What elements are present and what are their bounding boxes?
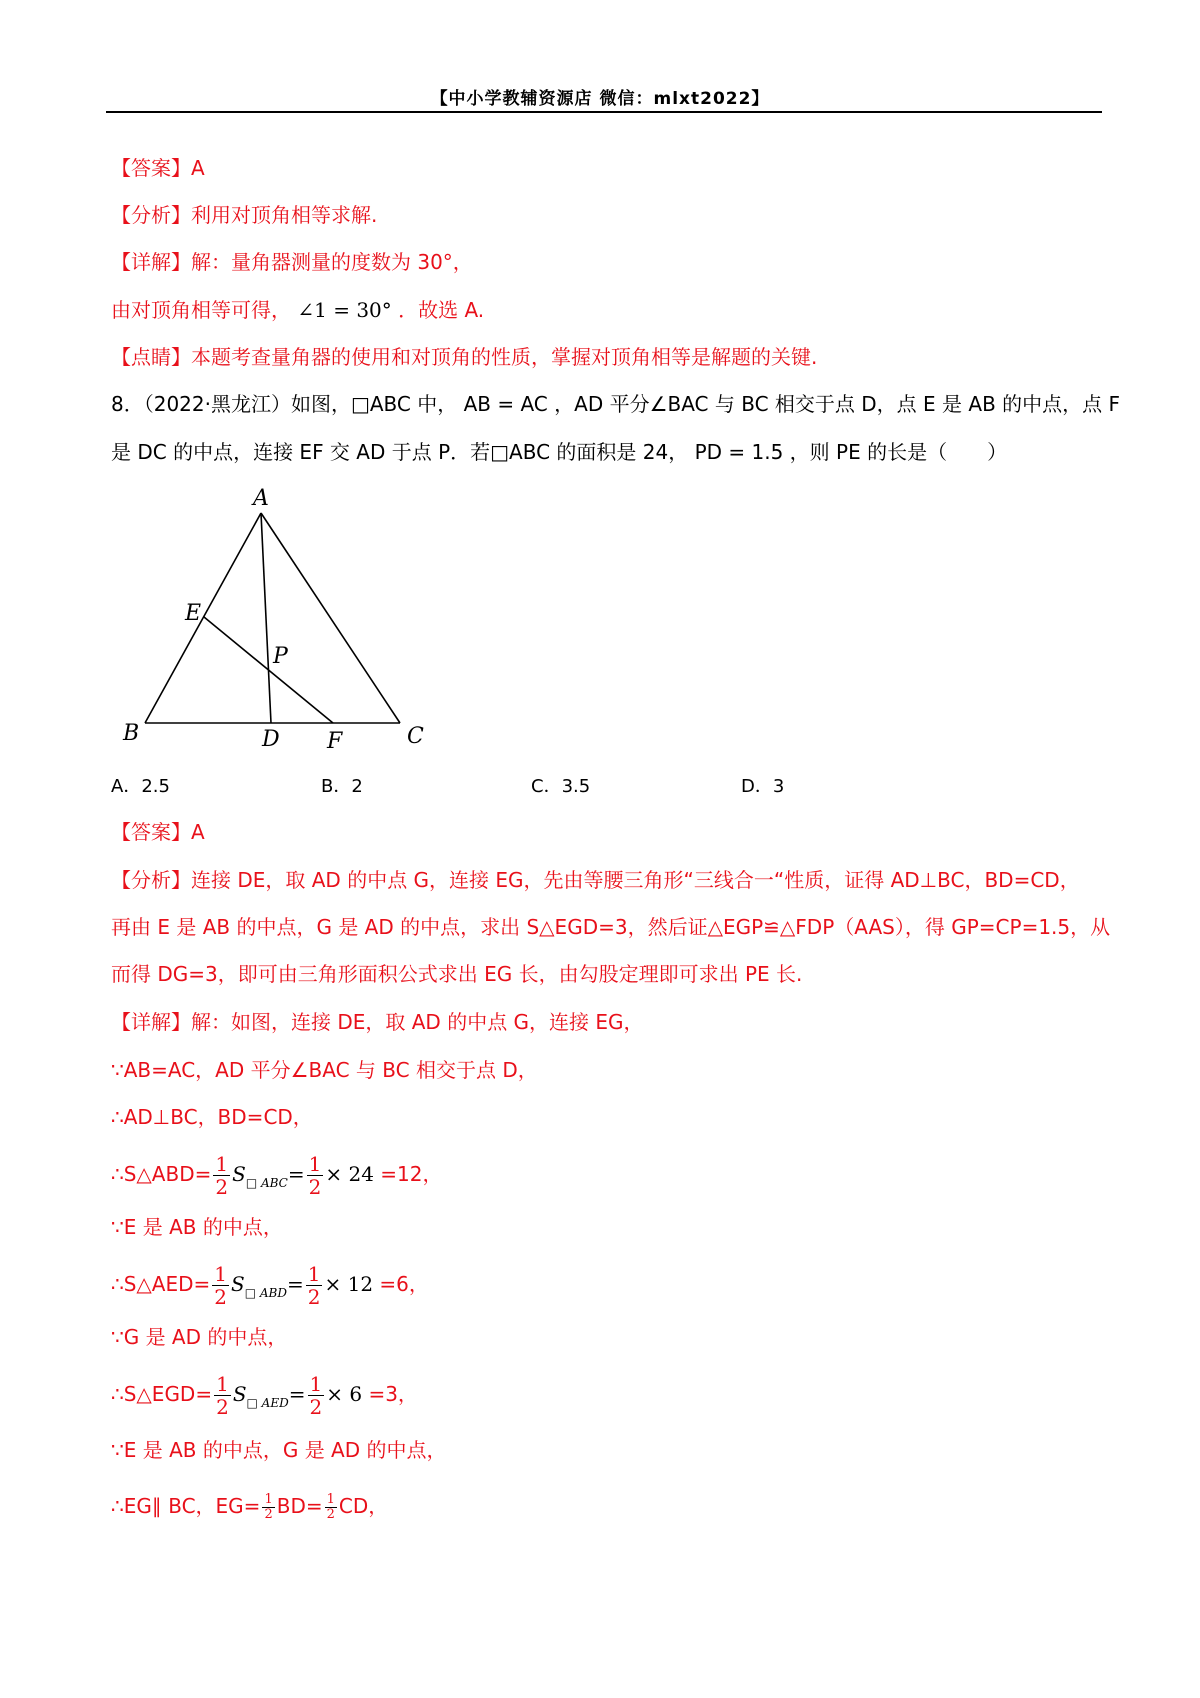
label-b: B [123,721,140,746]
comment-text: 本题考查量角器的使用和对顶角的性质，掌握对顶角相等是解题的关键. [191,345,818,369]
detail-text: 解：量角器测量的度数为 30°， [191,250,473,274]
comment-tag: 【点睛】 [111,345,191,369]
q8-stem-line1: 8．（2022·黑龙江）如图，□ABC 中， AB = AC ，AD 平分∠BAC 与 BC 相交于点 D，点 E 是 AB 的中点，点 F [111,392,1121,416]
q8-stem-line2: 是 DC 的中点，连接 EF 交 AD 于点 P．若□ABC 的面积是 24， PD = 1.5 ，则 PE 的长是（ ） [111,440,1008,464]
q8-formula-abd: ∴S△ABD= $\frac{1}{2}$ $S_{□ ABC}=$ $\frac{1}{2}$ × 24 =12， [111,1152,443,1199]
q8-analysis-2: 再由 E 是 AB 的中点，G 是 AD 的中点，求出 S△EGD=3，然后证△EGP≌△FDP（AAS），得 GP=CP=1.5，从 [111,915,1111,939]
analysis-text: 利用对顶角相等求解. [191,203,378,227]
q7-comment [111,343,817,371]
choice-b[interactable]: B．2 [321,776,363,797]
bd-text: BD= [276,1494,323,1518]
segment-ef [204,617,333,723]
page-header: 【中小学教辅资源店 微信：mlxt2022】 [430,89,770,109]
q8-detail-9: ∵E 是 AB 的中点，G 是 AD 的中点， [111,1438,447,1462]
q8-detail-5: ∵E 是 AB 的中点， [111,1215,283,1239]
q8-formula-egd: ∴S△EGD= $\frac{1}{2}$ $S_{□ AED}=$ $\frac{1}{2}$ × 6 =3， [111,1372,418,1419]
formula-lhs: ∴S△ABD= [111,1162,212,1186]
parallel-text: ∴EG∥ BC，EG= [111,1494,261,1518]
angle-expression: ∠1 = 30° [297,298,392,322]
q8-detail-1 [111,1008,644,1036]
area-subscript: □ ABC [245,1176,288,1190]
side-ab [145,513,261,723]
answer-tag: 【答案】 [111,156,191,180]
cd-text: CD， [338,1494,389,1518]
formula-result: =12， [380,1162,443,1186]
fraction-half-2: $\frac{1}{2}$ [308,1152,322,1199]
label-f: F [327,729,343,754]
formula-lhs: ∴S△EGD= [111,1382,213,1406]
q7-analysis [111,201,377,229]
side-ac [261,513,400,723]
formula-lhs: ∴S△AED= [111,1272,211,1296]
detail-tag: 【详解】 [111,250,191,274]
label-c: C [407,724,424,749]
choice-c[interactable]: C．3.5 [531,776,591,797]
q8-detail-7: ∵G 是 AD 的中点， [111,1325,288,1349]
answer-value: A [191,820,205,844]
q8-detail-10 [111,1492,388,1522]
choice-a[interactable]: A．2.5 [111,776,170,797]
analysis-text-1: 连接 DE，取 AD 的中点 G，连接 EG，先由等腰三角形“三线合一“性质，证得 AD⊥BC，BD=CD， [191,868,1080,892]
analysis-tag: 【分析】 [111,203,191,227]
q7-detail-2 [111,296,484,324]
detail2-a: 由对顶角相等可得， [111,298,291,322]
header-rule [106,111,1102,113]
segment-ad [261,513,271,723]
answer-tag: 【答案】 [111,820,191,844]
fraction-half-2: $\frac{1}{2}$ [307,1262,321,1309]
q7-answer [111,154,205,182]
q8-analysis-1 [111,866,1080,894]
formula-product: × 6 [326,1382,363,1406]
q8-formula-aed: ∴S△AED= $\frac{1}{2}$ $S_{□ ABD}=$ $\frac{1}{2}$ × 12 =6， [111,1262,429,1309]
formula-product: × 24 [325,1162,374,1186]
q8-answer [111,818,205,846]
formula-result: =6， [379,1272,429,1296]
detail-text-1: 解：如图，连接 DE，取 AD 的中点 G，连接 EG， [191,1010,644,1034]
area-subscript: □ ABD [244,1286,287,1300]
analysis-tag: 【分析】 [111,868,191,892]
area-subscript: □ AED [246,1396,289,1410]
detail2-b: ．故选 A. [398,298,485,322]
fraction-half-small: $\frac{1}{2}$ [264,1492,273,1522]
label-e: E [185,601,202,626]
q7-detail [111,248,473,276]
fraction-half: $\frac{1}{2}$ [215,1152,229,1199]
fraction-half: $\frac{1}{2}$ [214,1262,228,1309]
fraction-half: $\frac{1}{2}$ [216,1372,229,1419]
label-a: A [253,486,269,511]
label-d: D [262,727,280,752]
fraction-half-2: $\frac{1}{2}$ [309,1372,323,1419]
q8-analysis-3: 而得 DG=3，即可由三角形面积公式求出 EG 长，由勾股定理即可求出 PE 长. [111,962,803,986]
formula-result: =3， [368,1382,418,1406]
fraction-half-small-2: $\frac{1}{2}$ [326,1492,335,1522]
q8-detail-3: ∴AD⊥BC，BD=CD， [111,1105,313,1129]
formula-product: × 12 [324,1272,374,1296]
triangle-figure [115,480,435,755]
choice-d[interactable]: D．3 [741,776,785,797]
label-p: P [273,644,288,669]
detail-tag: 【详解】 [111,1010,191,1034]
answer-value: A [191,156,205,180]
q8-detail-2: ∵AB=AC，AD 平分∠BAC 与 BC 相交于点 D， [111,1058,538,1082]
